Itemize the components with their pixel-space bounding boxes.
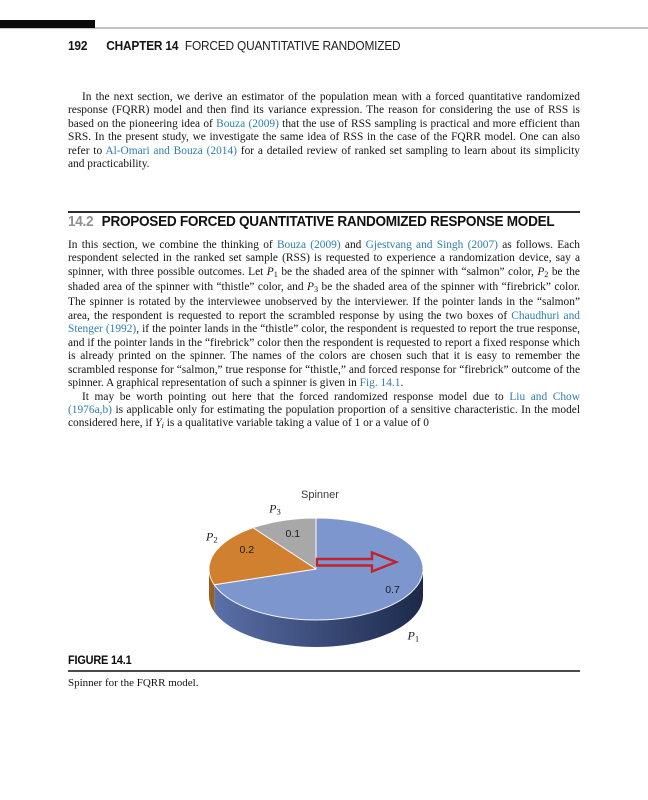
- figure-caption: Spinner for the FQRR model.: [68, 676, 199, 689]
- top-gray-rule: [0, 27, 648, 29]
- citation-link[interactable]: Liu and Chow (1976a,b): [68, 390, 580, 417]
- pie-value-label-P2: 0.2: [239, 543, 255, 556]
- pie-value-label-P1: 0.7: [385, 583, 400, 596]
- figure-label: FIGURE 14.1: [68, 655, 132, 667]
- figure-caption-block: [68, 655, 580, 689]
- section-title: PROPOSED FORCED QUANTITATIVE RANDOMIZED RESPONSE MODEL: [101, 214, 555, 230]
- pie-slice-label-P1: $P_1$: [407, 628, 420, 644]
- chart-title: Spinner: [301, 489, 339, 501]
- page-top-black-bar: [0, 20, 95, 28]
- citation-link[interactable]: Fig. 14.1: [359, 377, 401, 390]
- citation-link[interactable]: Bouza (2009): [216, 117, 279, 130]
- model-paragraph-1: In this section, we combine the thinking of Bouza (2009) and Gjestvang and Singh (2007) as follows. Each respondent selected in the ranked set sample (RSS) is requested to experience a randomization device, say a spinner, with three possible outcomes. Let $P_1$ be the shaded area of the spinner with “salmon” color, $P_2$ be the shaded area of the spinner with “thistle” color, and $P_3$ be the shaded area of the spinner with “firebrick” color. The spinner is rotated by the interviewee unobserved by the interviewer. If the pointer lands in the “salmon” area, the respondent is requested to report the scrambled response by using the two boxes of Chaudhuri and Stenger (1992), if the pointer lands in the “thistle” color, the respondent is requested to report the true response, and if the pointer lands in the “firebrick” color then the respondent is requested to report a fixed response which is already printed on the spinner. The names of the colors are chosen such that it is easy to remember the scrambled response for “salmon,” true response for “thistle,” and forced response for “firebrick” outcome of the spinner. A graphical representation of such a spinner is given in Fig. 14.1.: [68, 239, 580, 390]
- section-heading: [68, 214, 554, 230]
- pie-value-label-P3: 0.1: [285, 528, 301, 541]
- figure-14-1: [0, 487, 648, 663]
- page-number: 192: [68, 39, 88, 53]
- section-body-block: [68, 239, 580, 433]
- pie-slice-label-P2: $P_2$: [205, 529, 218, 545]
- model-paragraph-2: It may be worth pointing out here that the forced randomized response model due to Liu and Chow (1976a,b) is applicable only for estimating the population proportion of a sensitive characteristic. In the model considered here, if $Y_i$ is a qualitative variable taking a value of 1 or a value of 0: [68, 390, 580, 431]
- citation-link[interactable]: Gjestvang and Singh (2007): [365, 239, 498, 251]
- spinner-pie-chart: [160, 500, 480, 660]
- citation-link[interactable]: Bouza (2009): [276, 239, 341, 251]
- pie-labels-overlay: [160, 500, 480, 660]
- citation-link[interactable]: Al-Omari and Bouza (2014): [105, 144, 237, 157]
- chapter-label: CHAPTER 14: [106, 39, 179, 53]
- section-heading-rule: [68, 211, 580, 213]
- running-head: [68, 39, 554, 53]
- figure-caption-rule: [68, 670, 580, 672]
- citation-link[interactable]: Chaudhuri and Stenger (1992): [68, 309, 580, 336]
- chapter-title: FORCED QUANTITATIVE RANDOMIZED: [184, 39, 401, 53]
- section-number: 14.2: [68, 214, 94, 230]
- intro-paragraph-block: [68, 91, 580, 172]
- pie-slice-label-P3: $P_3$: [269, 501, 281, 517]
- intro-paragraph: In the next section, we derive an estimator of the population mean with a forced quantitative randomized response (FQRR) model and then find its variance expression. The reason for considering the use of RSS is based on the pioneering idea of Bouza (2009) that the use of RSS sampling is practical and more efficient than SRS. In the present study, we investigate the same idea of RSS in the case of the FQRR model. One can also refer to Al-Omari and Bouza (2014) for a detailed review of ranked set sampling to learn about its simplicity and practicability.: [68, 91, 581, 171]
